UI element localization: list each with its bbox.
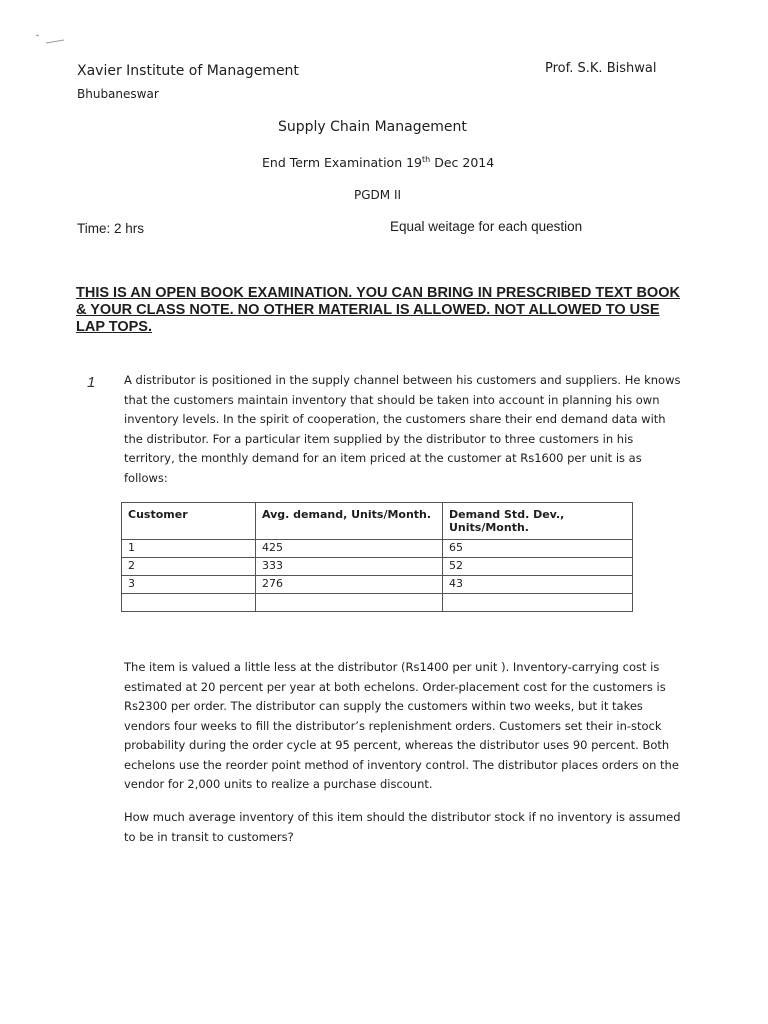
- programme: PGDM II: [354, 188, 402, 202]
- table-cell: 276: [256, 576, 443, 594]
- institute-name: Xavier Institute of Management: [77, 63, 299, 79]
- question-prompt: How much average inventory of this item should the distributor stock if no inventory is assumed to be in transit to customers?: [124, 810, 681, 844]
- table-cell: [256, 594, 443, 612]
- table-row: [122, 558, 633, 576]
- table-cell: 52: [443, 558, 633, 576]
- table-cell: 333: [256, 558, 443, 576]
- table-cell: [443, 594, 633, 612]
- exam-title: End Term Examination 19th Dec 2014: [262, 155, 495, 171]
- table-row: [122, 594, 633, 612]
- scan-mark-icon: [34, 31, 74, 47]
- table-cell: 3: [122, 576, 256, 594]
- professor-name: Prof. S.K. Bishwal: [545, 61, 657, 76]
- table-cell: 43: [443, 576, 633, 594]
- column-header: Avg. demand, Units/Month.: [256, 503, 443, 540]
- question-number-handwritten: 1: [87, 374, 96, 391]
- column-header: Demand Std. Dev., Units/Month.: [443, 503, 633, 540]
- demand-table: [121, 502, 633, 612]
- institute-city: Bhubaneswar: [77, 87, 159, 101]
- table-row: [122, 540, 633, 558]
- table-header-row: [122, 503, 633, 540]
- table-cell: 425: [256, 540, 443, 558]
- table-cell: 1: [122, 540, 256, 558]
- question-intro: A distributor is positioned in the supply channel between his customers and suppliers. He knows that the customers maintain inventory that should be taken into account in planning his own inventory levels. In the spirit of cooperation, the customers share their end demand data with the distributor. For a particular item supplied by the distributor to three customers in his territory, the monthly demand for an item priced at the customer at Rs1600 per unit is as follows:: [124, 373, 681, 485]
- table-row: [122, 576, 633, 594]
- exam-instructions: THIS IS AN OPEN BOOK EXAMINATION. YOU CAN BRING IN PRESCRIBED TEXT BOOK & YOUR CLASS NOTE. NO OTHER MATERIAL IS ALLOWED. NOT ALLOWED TO USE LAP TOPS.: [76, 285, 680, 335]
- table-cell: 2: [122, 558, 256, 576]
- question-details: The item is valued a little less at the distributor (Rs1400 per unit ). Inventory-carrying cost is estimated at 20 percent per year at both echelons. Order-placement cost for the customers is Rs2300 per order. The distributor can supply the customers within two weeks, but it takes vendors four weeks to fill the distributor’s replenishment orders. Customers set their in-stock probability during the order cycle at 95 percent, whereas the distributor uses 90 percent. Both echelons use the reorder point method of inventory control. The distributor places orders on the vendor for 2,000 units to realize a purchase discount.: [124, 660, 679, 791]
- exam-duration: Time: 2 hrs: [77, 221, 145, 236]
- column-header: Customer: [122, 503, 256, 540]
- table-cell: 65: [443, 540, 633, 558]
- course-title: Supply Chain Management: [278, 119, 467, 135]
- table-cell: [122, 594, 256, 612]
- weightage-note: Equal weitage for each question: [390, 219, 583, 234]
